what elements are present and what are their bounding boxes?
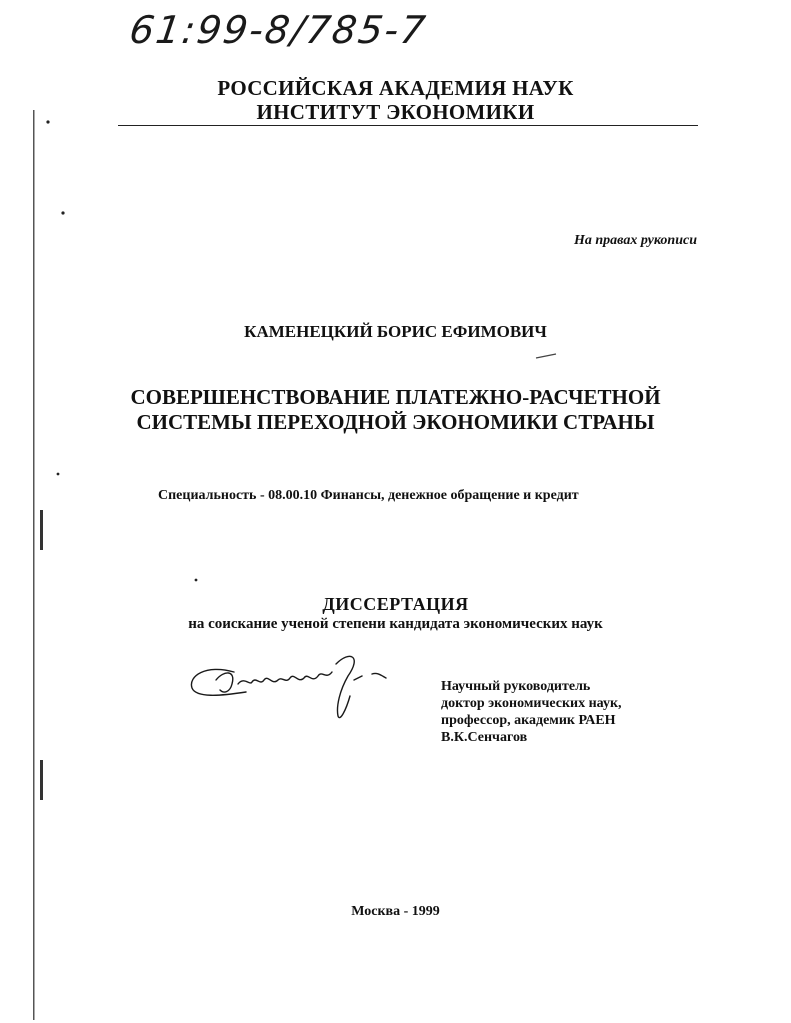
handwritten-signature [186,650,406,725]
document-kind: ДИССЕРТАЦИЯ [322,594,469,614]
thesis-title-line-2: СИСТЕМЫ ПЕРЕХОДНОЙ ЭКОНОМИКИ СТРАНЫ [136,410,655,434]
advisor-degree: доктор экономических наук, [441,696,622,711]
author-name: КАМЕНЕЦКИЙ БОРИС ЕФИМОВИЧ [244,322,547,341]
scientific-advisor [441,678,622,746]
advisor-position: профессор, академик РАЕН [441,713,616,728]
thesis-title-line-1: СОВЕРШЕНСТВОВАНИЕ ПЛАТЕЖНО-РАСЧЕТНОЙ [130,385,661,409]
specialty: Специальность - 08.00.10 Финансы, денежное обращение и кредит [158,488,579,503]
advisor-role: Научный руководитель [441,679,591,694]
organization-line-2: ИНСТИТУТ ЭКОНОМИКИ [256,100,535,124]
organization-line-1: РОССИЙСКАЯ АКАДЕМИЯ НАУК [217,76,574,100]
manuscript-rights-note: На правах рукописи [574,233,697,248]
left-edge-dash [40,510,43,550]
stray-pen-mark [536,354,556,358]
city-year: Москва - 1999 [351,904,440,919]
speck [57,473,60,476]
speck [61,211,64,214]
archive-code: 61:99-8/785-7 [126,8,430,52]
degree-line: на соискание ученой степени кандидата экономических наук [188,616,603,632]
speck [195,579,198,582]
left-edge-line [33,110,35,1020]
advisor-name: В.К.Сенчагов [441,730,528,745]
thesis-title [0,385,791,435]
left-edge-dash [40,760,43,800]
header-rule [118,125,698,126]
